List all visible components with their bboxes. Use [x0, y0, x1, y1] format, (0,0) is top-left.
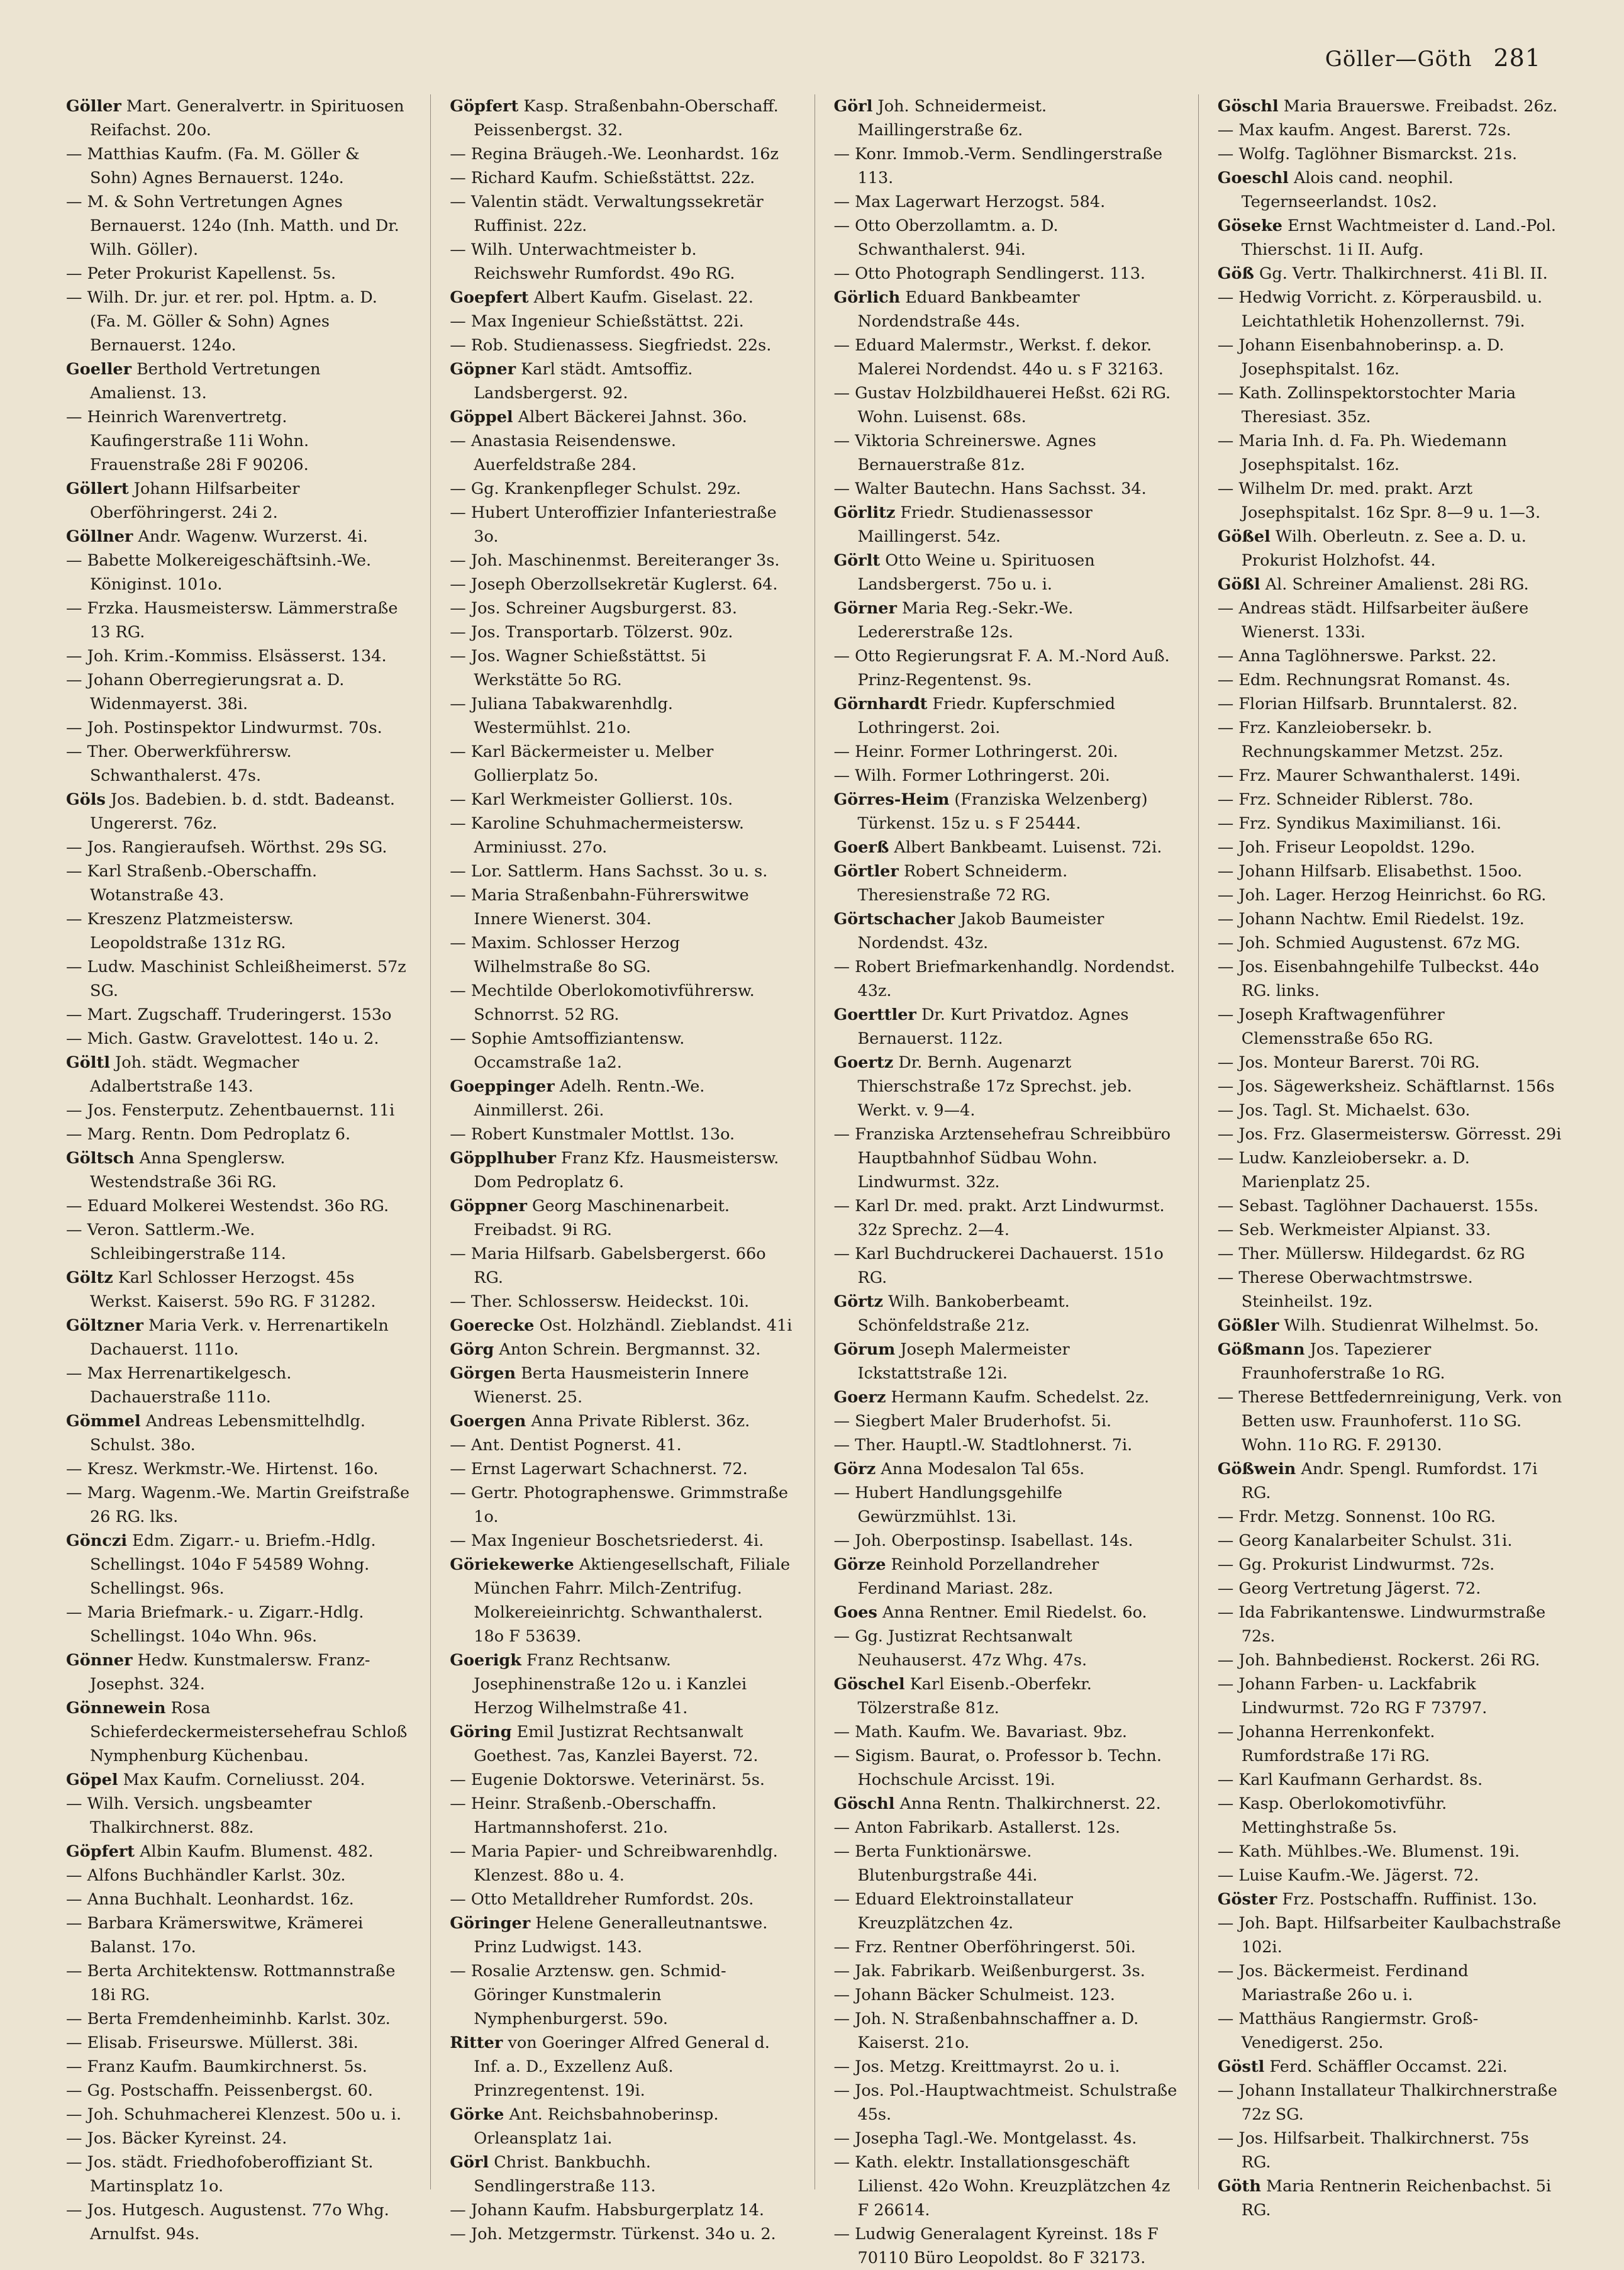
directory-entry: — Joh. N. Straßenbahnschaffner a. D. Kaiserst. 21o. [833, 2010, 1139, 2052]
surname: Görze [833, 1555, 886, 1574]
surname: Goerttler [833, 1005, 916, 1024]
directory-entry: Göster Frz. Postschaffn. Ruffinist. 13o. [1217, 1890, 1538, 1909]
directory-entry: — Barbara Krämerswitwe, Krämerei Balanst. 17o. [66, 1914, 364, 1957]
directory-entry: Görl Joh. Schneidermeist. Maillingerstraße 6z. [833, 97, 1047, 140]
directory-entry: — Otto Metalldreher Rumfordst. 20s. [450, 1890, 754, 1909]
surname: Görtler [833, 862, 899, 881]
directory-entry: Görlich Eduard Bankbeamter Nordendstraße 44s. [833, 288, 1080, 331]
surname: Göschl [833, 1794, 895, 1813]
directory-entry: Göltl Joh. städt. Wegmacher Adalbertstraße 143. [66, 1053, 299, 1096]
directory-entry: — Frz. Rentner Oberföhringerst. 50i. [833, 1938, 1136, 1957]
directory-entry: Görgen Berta Hausmeisterin Innere Wienerst. 25. [450, 1364, 749, 1407]
directory-entry: — Kath. Zollinspektorstochter Maria Theresiast. 35z. [1217, 384, 1516, 427]
directory-entry: — Gg. Prokurist Lindwurmst. 72s. [1217, 1555, 1495, 1574]
directory-entry: — Edm. Rechnungsrat Romanst. 4s. [1217, 671, 1511, 690]
directory-entry: — Karoline Schuhmachermeistersw. Arminiusst. 27o. [450, 814, 745, 857]
directory-entry: Goerigk Franz Rechtsanw. Josephinenstraße 12o u. i Kanzlei Herzog Wilhelmstraße 41. [450, 1651, 747, 1718]
surname: Goergen [450, 1412, 526, 1431]
surname: Göriekewerke [450, 1555, 574, 1574]
directory-entry: Gönner Hedw. Kunstmalersw. Franz-Josephst. 324. [66, 1651, 370, 1694]
column-4 [1217, 94, 1563, 2220]
directory-entry: — Johann Oberregierungsrat a. D. Widenmayerst. 38i. [66, 671, 345, 713]
directory-entry: Gößler Wilh. Studienrat Wilhelmst. 5o. [1217, 1316, 1539, 1335]
surname: Görgen [450, 1364, 516, 1383]
directory-entry: — Jos. Pol.-Hauptwachtmeist. Schulstraße 45s. [833, 2081, 1177, 2124]
directory-entry: — Joseph Kraftwagenführer Clemensstraße 65o RG. [1217, 1005, 1445, 1048]
surname: Göllner [66, 527, 133, 546]
directory-entry: — Gg. Justizrat Rechtsanwalt Neuhauserst. 47z Whg. 47s. [833, 1627, 1087, 1670]
directory-entry: — Jos. Hilfsarbeit. Thalkirchnerst. 75s RG. [1217, 2129, 1529, 2172]
directory-entry: — Kath. Mühlbes.-We. Blumenst. 19i. [1217, 1842, 1520, 1861]
directory-entry: Goerß Albert Bankbeamt. Luisenst. 72i. [833, 838, 1162, 857]
directory-entry: — Joh. Bapt. Hilfsarbeiter Kaulbachstraße 102i. [1217, 1914, 1561, 1957]
column-1 [66, 94, 411, 2244]
directory-entry: — Frzka. Hausmeistersw. Lämmerstraße 13 RG. [66, 599, 398, 642]
directory-entry: — Wilh. Dr. jur. et rer. pol. Hptm. a. D. (Fa. M. Göller & Sohn) Agnes Bernauerst. 124o. [66, 288, 377, 355]
directory-entry: Göß Gg. Vertr. Thalkirchnerst. 41i Bl. II. [1217, 264, 1548, 283]
directory-entry: — Kresz. Werkmstr.-We. Hirtenst. 16o. [66, 1460, 379, 1479]
surname: Görl [833, 97, 873, 116]
directory-entry: — Joh. Friseur Leopoldst. 129o. [1217, 838, 1476, 857]
directory-entry: — Rosalie Arztensw. gen. Schmid-Göringer Kunstmalerin Nymphenburgerst. 59o. [450, 1962, 726, 2028]
directory-entry: — Marg. Wagenm.-We. Martin Greifstraße 26 RG. lks. [66, 1484, 410, 1526]
directory-entry: — Heinr. Straßenb.-Oberschaffn. Hartmannshoferst. 21o. [450, 1794, 717, 1837]
directory-entry: Görlitz Friedr. Studienassessor Maillingerst. 54z. [833, 503, 1093, 546]
directory-entry: — Maria Hilfsarb. Gabelsbergerst. 66o RG. [450, 1244, 766, 1287]
directory-entry: Goerz Hermann Kaufm. Schedelst. 2z. [833, 1388, 1150, 1407]
directory-entry: — Wolfg. Taglöhner Bismarckst. 21s. [1217, 145, 1518, 164]
directory-entry: — Georg Vertretung Jägerst. 72. [1217, 1579, 1481, 1598]
directory-entry: Goeppinger Adelh. Rentn.-We. Ainmillerst. 26i. [450, 1077, 705, 1120]
directory-entry: — Johann Eisenbahnoberinsp. a. D. Josephspitalst. 16z. [1217, 336, 1504, 379]
directory-entry: — Eugenie Doktorswe. Veterinärst. 5s. [450, 1770, 765, 1789]
surname: Görlich [833, 288, 901, 307]
surname: Göppner [450, 1197, 527, 1216]
directory-entry: — Johann Kaufm. Habsburgerplatz 14. [450, 2201, 764, 2220]
surname: Görtz [833, 1292, 883, 1311]
directory-entry: — Max Ingenieur Schießstättst. 22i. [450, 312, 744, 331]
directory-entry: Goerecke Ost. Holzhändl. Zieblandst. 41i [450, 1316, 793, 1335]
directory-entry: Goerttler Dr. Kurt Privatdoz. Agnes Bernauerst. 112z. [833, 1005, 1129, 1048]
directory-entry: — Ther. Müllersw. Hildegardst. 6z RG [1217, 1244, 1525, 1263]
directory-entry: — Johann Installateur Thalkirchnerstraße 72z SG. [1217, 2081, 1557, 2124]
directory-entry: — Berta Architektensw. Rottmannstraße 18i RG. [66, 1962, 396, 2004]
surname: Göschl [1217, 97, 1279, 116]
directory-entry: — Maria Briefmark.- u. Zigarr.-Hdlg. Schellingst. 104o Whn. 96s. [66, 1603, 364, 1646]
directory-entry: Göpplhuber Franz Kfz. Hausmeistersw. Dom Pedroplatz 6. [450, 1149, 779, 1192]
surname: Goerecke [450, 1316, 535, 1335]
directory-entry: — Luise Kaufm.-We. Jägerst. 72. [1217, 1866, 1479, 1885]
directory-entry: — Gertr. Photographenswe. Grimmstraße 1o. [450, 1484, 789, 1526]
directory-entry: — Kreszenz Platzmeistersw. Leopoldstraße 131z RG. [66, 910, 294, 953]
surname: Goeschl [1217, 169, 1289, 187]
directory-entry: — Robert Kunstmaler Mottlst. 13o. [450, 1125, 735, 1144]
directory-entry: — Joh. Bahnbediенst. Rockerst. 26i RG. [1217, 1651, 1540, 1670]
surname: Goepfert [450, 288, 529, 307]
directory-entry: — Joh. Postinspektor Lindwurmst. 70s. [66, 718, 382, 737]
surname: Gößmann [1217, 1340, 1305, 1359]
directory-entry: — Sophie Amtsoffiziantensw. Occamstraße 1a2. [450, 1029, 685, 1072]
directory-entry: — Joh. Oberpostinsp. Isabellast. 14s. [833, 1531, 1133, 1550]
directory-entry: — Hedwig Vorricht. z. Körperausbild. u. Leichtathletik Hohenzollernst. 79i. [1217, 288, 1543, 331]
directory-entry: — Peter Prokurist Kapellenst. 5s. [66, 264, 336, 283]
surname: Göpfert [450, 97, 519, 116]
directory-entry: — Jos. Bäcker Kyreinst. 24. [66, 2129, 287, 2148]
directory-entry: — Ludwig Generalagent Kyreinst. 18s F 70110 Büro Leopoldst. 8o F 32173. [833, 2225, 1159, 2267]
directory-entry: — Joh. Maschinenmst. Bereiteranger 3s. [450, 551, 780, 570]
directory-entry: — Jos. Monteur Barerst. 70i RG. [1217, 1053, 1480, 1072]
directory-entry: — Johanna Herrenkonfekt. Rumfordstraße 17i RG. [1217, 1723, 1435, 1765]
surname: Göltl [66, 1053, 110, 1072]
surname: Goes [833, 1603, 877, 1622]
directory-entry: Göpfert Kasp. Straßenbahn-Oberschaff. Peissenbergst. 32. [450, 97, 779, 140]
directory-entry: — Anna Taglöhnerswe. Parkst. 22. [1217, 647, 1497, 666]
surname: Goerigk [450, 1651, 521, 1670]
directory-entry: Gömmel Andreas Lebensmittelhdlg. Schulst. 38o. [66, 1412, 365, 1455]
directory-entry: — Richard Kaufm. Schießstättst. 22z. [450, 169, 755, 187]
directory-entry: — Joseph Oberzollsekretär Kuglerst. 64. [450, 575, 778, 594]
surname: Göltsch [66, 1149, 135, 1168]
directory-entry: — Jos. Bäckermeist. Ferdinand Mariastraße 26o u. i. [1217, 1962, 1469, 2004]
directory-entry: Goepfert Albert Kaufm. Giselast. 22. [450, 288, 754, 307]
directory-entry: Göringer Helene Generalleutnantswe. Prinz Ludwigst. 143. [450, 1914, 768, 1957]
directory-entry: — Johann Farben- u. Lackfabrik Lindwurmst. 72o RG F 73797. [1217, 1675, 1488, 1718]
directory-entry: Görtschacher Jakob Baumeister Nordendst. 43z. [833, 910, 1104, 953]
surname: Görz [833, 1460, 876, 1479]
directory-entry: — Therese Bettfedernreinigung, Verk. von Betten usw. Fraunhoferst. 11o SG. Wohn. 11o RG. F. 29130. [1217, 1388, 1562, 1455]
directory-entry: — Jos. Rangieraufseh. Wörthst. 29s SG. [66, 838, 387, 857]
directory-entry: Görlt Otto Weine u. Spirituosen Landsbergerst. 75o u. i. [833, 551, 1095, 594]
column-divider [430, 94, 431, 2189]
directory-entry: — Jos. Eisenbahngehilfe Tulbeckst. 44o RG. links. [1217, 958, 1539, 1000]
surname: Ritter [450, 2033, 503, 2052]
surname: Göpfert [66, 1842, 135, 1861]
directory-entry: — Sebast. Taglöhner Dachauerst. 155s. [1217, 1197, 1538, 1216]
directory-entry: Görner Maria Reg.-Sekr.-We. Ledererstraße 12s. [833, 599, 1074, 642]
directory-entry: Gößl Al. Schreiner Amalienst. 28i RG. [1217, 575, 1529, 594]
directory-entry: — Jos. Sägewerksheiz. Schäftlarnst. 156s [1217, 1077, 1555, 1096]
directory-entry: — Lor. Sattlerm. Hans Sachsst. 3o u. s. [450, 862, 768, 881]
directory-entry: — Jak. Fabrikarb. Weißenburgerst. 3s. [833, 1962, 1145, 1981]
directory-entry: — Anton Fabrikarb. Astallerst. 12s. [833, 1818, 1121, 1837]
directory-entry: — Eduard Malermstr., Werkst. f. dekor. Malerei Nordendst. 44o u. s F 32163. [833, 336, 1164, 379]
directory-entry: — Karl Buchdruckerei Dachauerst. 151o RG. [833, 1244, 1164, 1287]
directory-entry: — Juliana Tabakwarenhdlg. Westermühlst. 21o. [450, 695, 674, 737]
directory-entry: — Hubert Unteroffizier Infanteriestraße 3o. [450, 503, 777, 546]
directory-entry: Görke Ant. Reichsbahnoberinsp. Orleansplatz 1ai. [450, 2105, 719, 2148]
directory-entry: — Ther. Oberwerkführersw. Schwanthalerst. 47s. [66, 742, 292, 785]
directory-entry: Görg Anton Schrein. Bergmannst. 32. [450, 1340, 761, 1359]
directory-entry: — Gg. Krankenpfleger Schulst. 29z. [450, 479, 742, 498]
directory-entry: — Seb. Werkmeister Alpianst. 33. [1217, 1221, 1491, 1239]
column-divider [1198, 94, 1199, 2189]
directory-entry: Göppner Georg Maschinenarbeit. Freibadst. 9i RG. [450, 1197, 730, 1239]
directory-entry: — Alfons Buchhändler Karlst. 30z. [66, 1866, 346, 1885]
directory-entry: — Hubert Handlungsgehilfe Gewürzmühlst. 13i. [833, 1484, 1062, 1526]
surname: Göster [1217, 1890, 1277, 1909]
directory-entry: Göller Mart. Generalvertr. in Spirituosen Reifachst. 20o. [66, 97, 404, 140]
directory-entry: Göpfert Albin Kaufm. Blumenst. 482. [66, 1842, 374, 1861]
directory-entry: Göring Emil Justizrat Rechtsanwalt Goethest. 7as, Kanzlei Bayerst. 72. [450, 1723, 759, 1765]
directory-entry: Göschel Karl Eisenb.-Oberfekr. Tölzerstraße 81z. [833, 1675, 1092, 1718]
surname: Görnhardt [833, 695, 928, 713]
directory-entry: — Karl Bäckermeister u. Melber Gollierplatz 5o. [450, 742, 714, 785]
surname: Göppel [450, 408, 513, 427]
directory-entry: — Babette Molkereigeschäftsinh.-We. Königinst. 101o. [66, 551, 372, 594]
directory-entry: — Maria Papier- und Schreibwarenhdlg. Klenzest. 88o u. 4. [450, 1842, 778, 1885]
surname: Göstl [1217, 2057, 1265, 2076]
directory-entry: — Karl Straßenb.-Oberschaffn. Wotanstraße 43. [66, 862, 318, 905]
surname: Göß [1217, 264, 1254, 283]
directory-entry: — Matthäus Rangiermstr. Groß-Venedigerst. 25o. [1217, 2010, 1479, 2052]
surname: Göpner [450, 360, 516, 379]
page-header [1325, 44, 1541, 72]
directory-entry: — Gg. Postschaffn. Peissenbergst. 60. [66, 2081, 374, 2100]
directory-entry: Göltsch Anna Spenglersw. Westendstraße 36i RG. [66, 1149, 286, 1192]
directory-entry: — Ther. Hauptl.-W. Stadtlohnerst. 7i. [833, 1436, 1133, 1455]
surname: Göllert [66, 479, 129, 498]
directory-entry: — Gustav Holzbildhauerei Heßst. 62i RG. Wohn. Luisenst. 68s. [833, 384, 1171, 427]
column-2 [450, 94, 795, 2244]
directory-entry: — Frz. Kanzleiobersekr. b. Rechnungskammer Metzst. 25z. [1217, 718, 1504, 761]
directory-columns [66, 94, 1563, 2267]
directory-entry: — Andreas städt. Hilfsarbeiter äußere Wienerst. 133i. [1217, 599, 1529, 642]
directory-entry: — Eduard Elektroinstallateur Kreuzplätzchen 4z. [833, 1890, 1073, 1933]
surname: Goertz [833, 1053, 894, 1072]
directory-entry: — Heinrich Warenvertretg. Kaufingerstraße 11i Wohn. Frauenstraße 28i F 90206. [66, 408, 309, 474]
directory-entry: — Otto Oberzollamtm. a. D. Schwanthalerst. 94i. [833, 216, 1059, 259]
surname: Goerß [833, 838, 889, 857]
directory-entry: — Heinr. Former Lothringerst. 20i. [833, 742, 1118, 761]
directory-entry: — Jos. Tagl. St. Michaelst. 63o. [1217, 1101, 1471, 1120]
directory-entry: — Maria Inh. d. Fa. Ph. Wiedemann Josephspitalst. 16z. [1217, 432, 1507, 474]
directory-entry: — Matthias Kaufm. (Fa. M. Göller & Sohn) Agnes Bernauerst. 124o. [66, 145, 360, 187]
surname: Görtschacher [833, 910, 955, 929]
surname: Görner [833, 599, 897, 618]
surname: Gönnewein [66, 1699, 166, 1718]
surname: Gößl [1217, 575, 1260, 594]
surname: Gößler [1217, 1316, 1279, 1335]
directory-entry: — Robert Briefmarkenhandlg. Nordendst. 43z. [833, 958, 1176, 1000]
directory-entry: Göschl Maria Brauerswe. Freibadst. 26z. [1217, 97, 1558, 116]
surname: Gömmel [66, 1412, 141, 1431]
surname: Göpel [66, 1770, 118, 1789]
directory-entry: Goertz Dr. Bernh. Augenarzt Thierschstraße 17z Sprechst. jeb. Werkt. v. 9—4. [833, 1053, 1132, 1120]
directory-entry: — Jos. Transportarb. Tölzerst. 90z. [450, 623, 733, 642]
directory-entry: — Franziska Arztensehefrau Schreibbüro Hauptbahnhof Südbau Wohn. Lindwurmst. 32z. [833, 1125, 1171, 1192]
surname: Goeller [66, 360, 132, 379]
directory-entry: Goeschl Alois cand. neophil. Tegernseerlandst. 10s2. [1217, 169, 1454, 211]
directory-entry: — Elisab. Friseurswe. Müllerst. 38i. [66, 2033, 359, 2052]
directory-entry: — Otto Regierungsrat F. A. M.-Nord Auß. Prinz-Regentenst. 9s. [833, 647, 1170, 690]
surname: Görum [833, 1340, 896, 1359]
directory-entry: — Johann Nachtw. Emil Riedelst. 19z. [1217, 910, 1525, 929]
surname: Göring [450, 1723, 512, 1742]
directory-entry: — Sigism. Baurat, o. Professor b. Techn. Hochschule Arcisst. 19i. [833, 1747, 1162, 1789]
directory-entry: Görres-Heim (Franziska Welzenberg) Türkenst. 15z u. s F 25444. [833, 790, 1148, 833]
directory-entry: Göltzner Maria Verk. v. Herrenartikeln Dachauerst. 111o. [66, 1316, 389, 1359]
directory-entry: — Otto Photograph Sendlingerst. 113. [833, 264, 1146, 283]
surname: Gönner [66, 1651, 133, 1670]
directory-entry: Gößwein Andr. Spengl. Rumfordst. 17i RG. [1217, 1460, 1538, 1502]
directory-entry: Göppel Albert Bäckerei Jahnst. 36o. [450, 408, 747, 427]
directory-entry: — Frz. Maurer Schwanthalerst. 149i. [1217, 766, 1521, 785]
directory-entry: Görze Reinhold Porzellandreher Ferdinand Mariast. 28z. [833, 1555, 1099, 1598]
surname: Göller [66, 97, 121, 116]
directory-entry: — Regina Bräugeh.-We. Leonhardst. 16z [450, 145, 779, 164]
directory-entry: — Karl Dr. med. prakt. Arzt Lindwurmst. 32z Sprechz. 2—4. [833, 1197, 1165, 1239]
directory-entry: — Wilh. Versich. ungsbeamter Thalkirchnerst. 88z. [66, 1794, 312, 1837]
directory-entry: — Therese Oberwachtmstrswe. Steinheilst. 19z. [1217, 1268, 1473, 1311]
directory-entry: — Jos. Fensterputz. Zehentbauernst. 11i [66, 1101, 395, 1120]
directory-entry: Gößel Wilh. Oberleutn. z. See a. D. u. Prokurist Holzhofst. 44. [1217, 527, 1527, 570]
surname: Görke [450, 2105, 504, 2124]
surname: Göth [1217, 2177, 1261, 2196]
directory-entry: — Ther. Schlossersw. Heideckst. 10i. [450, 1292, 750, 1311]
directory-entry: — Mechtilde Oberlokomotivführersw. Schnorrst. 52 RG. [450, 981, 755, 1024]
directory-entry: — Max Lagerwart Herzogst. 584. [833, 193, 1106, 211]
directory-entry: — Frz. Syndikus Maximilianst. 16i. [1217, 814, 1502, 833]
directory-entry: — M. & Sohn Vertretungen Agnes Bernauerst. 124o (Inh. Matth. und Dr. Wilh. Göller). [66, 193, 399, 259]
directory-entry: — Joh. Lager. Herzog Heinrichst. 6o RG. [1217, 886, 1547, 905]
directory-entry: — Jos. Wagner Schießstättst. 5i Werkstätte 5o RG. [450, 647, 706, 690]
directory-entry: — Maria Straßenbahn-Führerswitwe Innere Wienerst. 304. [450, 886, 749, 929]
directory-entry: — Ernst Lagerwart Schachnerst. 72. [450, 1460, 748, 1479]
surname: Gönczi [66, 1531, 128, 1550]
page-number: 281 [1493, 44, 1541, 72]
directory-entry: — Valentin städt. Verwaltungssekretär Ruffinist. 22z. [450, 193, 764, 235]
directory-entry: — Konr. Immob.-Verm. Sendlingerstraße 113. [833, 145, 1163, 187]
directory-entry: Goeller Berthold Vertretungen Amalienst. 13. [66, 360, 321, 403]
directory-entry: — Frdr. Metzg. Sonnenst. 10o RG. [1217, 1507, 1496, 1526]
surname: Göseke [1217, 216, 1283, 235]
directory-entry: — Jos. Hutgesch. Augustenst. 77o Whg. Arnulfst. 94s. [66, 2201, 389, 2244]
surname: Görlt [833, 551, 881, 570]
running-head: Göller—Göth [1325, 47, 1472, 72]
directory-entry: Görnhardt Friedr. Kupferschmied Lothringerst. 2oi. [833, 695, 1116, 737]
directory-entry: Göltz Karl Schlosser Herzogst. 45s Werkst. Kaiserst. 59o RG. F 31282. [66, 1268, 376, 1311]
directory-entry: — Walter Bautechn. Hans Sachsst. 34. [833, 479, 1147, 498]
directory-entry: Göriekewerke Aktiengesellschaft, Filiale München Fahrr. Milch-Zentrifug. Molkereieinrichtg. Schwanthalerst. 18o F 53639. [450, 1555, 791, 1646]
directory-entry: Görz Anna Modesalon Tal 65s. [833, 1460, 1085, 1479]
surname: Göringer [450, 1914, 531, 1933]
directory-entry: Göllert Johann Hilfsarbeiter Oberföhringerst. 24i 2. [66, 479, 300, 522]
directory-entry: Göpner Karl städt. Amtsoffiz. Landsbergerst. 92. [450, 360, 693, 403]
directory-entry: — Math. Kaufm. We. Bavariast. 9bz. [833, 1723, 1127, 1742]
directory-entry: — Ant. Dentist Pognerst. 41. [450, 1436, 682, 1455]
directory-entry: — Jos. städt. Friedhofoberoffiziant St. Martinsplatz 1o. [66, 2153, 374, 2196]
directory-entry: — Anastasia Reisendenswe. Auerfeldstraße 284. [450, 432, 676, 474]
directory-entry: Goergen Anna Private Riblerst. 36z. [450, 1412, 750, 1431]
directory-entry: — Jos. Metzg. Kreittmayrst. 2o u. i. [833, 2057, 1120, 2076]
directory-entry: — Berta Funktionärswe. Blutenburgstraße 44i. [833, 1842, 1038, 1885]
directory-entry: — Joh. Krim.-Kommiss. Elsässerst. 134. [66, 647, 387, 666]
surname: Görg [450, 1340, 494, 1359]
directory-entry: — Mart. Zugschaff. Truderingerst. 153o [66, 1005, 392, 1024]
directory-entry: — Karl Kaufmann Gerhardst. 8s. [1217, 1770, 1483, 1789]
directory-entry: Görum Joseph Malermeister Ickstattstraße 12i. [833, 1340, 1070, 1383]
directory-entry: — Josepha Tagl.-We. Montgelasst. 4s. [833, 2129, 1137, 2148]
directory-entry: — Rob. Studienassess. Siegfriedst. 22s. [450, 336, 772, 355]
directory-entry: Ritter von Goeringer Alfred General d. Inf. a. D., Exzellenz Auß. Prinzregentenst. 19i. [450, 2033, 770, 2100]
directory-entry: — Kasp. Oberlokomotivführ. Mettinghstraße 5s. [1217, 1794, 1447, 1837]
directory-entry: — Jos. Schreiner Augsburgerst. 83. [450, 599, 738, 618]
surname: Göls [66, 790, 106, 809]
surname: Göltzner [66, 1316, 143, 1335]
surname: Goerz [833, 1388, 886, 1407]
directory-entry: — Johann Bäcker Schulmeist. 123. [833, 1986, 1115, 2004]
directory-entry: Göseke Ernst Wachtmeister d. Land.-Pol. Thierschst. 1i II. Aufg. [1217, 216, 1556, 259]
surname: Görlitz [833, 503, 896, 522]
directory-entry: — Joh. Schuhmacherei Klenzest. 50o u. i. [66, 2105, 402, 2124]
directory-entry: Göschl Anna Rentn. Thalkirchnerst. 22. [833, 1794, 1161, 1813]
directory-entry: — Ludw. Kanzleiobersekr. a. D. Marienplatz 25. [1217, 1149, 1470, 1192]
directory-entry: — Mich. Gastw. Gravelottest. 14o u. 2. [66, 1029, 379, 1048]
directory-entry: Görtler Robert Schneiderm. Theresienstraße 72 RG. [833, 862, 1068, 905]
directory-entry: — Eduard Molkerei Westendst. 36o RG. [66, 1197, 389, 1216]
directory-entry: Goes Anna Rentner. Emil Riedelst. 6o. [833, 1603, 1147, 1622]
directory-entry: — Ludw. Maschinist Schleißheimerst. 57z SG. [66, 958, 406, 1000]
directory-entry: Göth Maria Rentnerin Reichenbachst. 5i RG. [1217, 2177, 1552, 2220]
directory-entry: Görl Christ. Bankbuchh. Sendlingerstraße 113. [450, 2153, 656, 2196]
directory-entry: — Franz Kaufm. Baumkirchnerst. 5s. [66, 2057, 367, 2076]
directory-entry: Göls Jos. Badebien. b. d. stdt. Badeanst. Ungererst. 76z. [66, 790, 395, 833]
directory-entry: — Karl Werkmeister Gollierst. 10s. [450, 790, 733, 809]
directory-entry: — Wilh. Unterwachtmeister b. Reichswehr Rumfordst. 49o RG. [450, 240, 735, 283]
directory-entry: — Wilhelm Dr. med. prakt. Arzt Josephspitalst. 16z Spr. 8—9 u. 1—3. [1217, 479, 1541, 522]
directory-entry: — Viktoria Schreinerswe. Agnes Bernauerstraße 81z. [833, 432, 1096, 474]
surname: Gößwein [1217, 1460, 1296, 1479]
directory-entry: — Kath. elektr. Installationsgeschäft Lilienst. 42o Wohn. Kreuzplätzchen 4z F 26614. [833, 2153, 1171, 2220]
surname: Görres-Heim [833, 790, 950, 809]
surname: Göltz [66, 1268, 113, 1287]
directory-entry: — Siegbert Maler Bruderhofst. 5i. [833, 1412, 1112, 1431]
surname: Gößel [1217, 527, 1271, 546]
directory-entry: — Marg. Rentn. Dom Pedroplatz 6. [66, 1125, 351, 1144]
directory-entry: — Max Ingenieur Boschetsriederst. 4i. [450, 1531, 764, 1550]
directory-entry: — Anna Buchhalt. Leonhardst. 16z. [66, 1890, 354, 1909]
column-3 [833, 94, 1179, 2267]
directory-entry: — Frz. Schneider Riblerst. 78o. [1217, 790, 1474, 809]
directory-entry: Göstl Ferd. Schäffler Occamst. 22i. [1217, 2057, 1508, 2076]
directory-entry: — Max Herrenartikelgesch. Dachauerstraße 111o. [66, 1364, 292, 1407]
surname: Göschel [833, 1675, 905, 1694]
directory-entry: — Johann Hilfsarb. Elisabethst. 15oo. [1217, 862, 1523, 881]
directory-entry: — Veron. Sattlerm.-We. Schleibingerstraße 114. [66, 1221, 286, 1263]
directory-entry: — Joh. Metzgermstr. Türkenst. 34o u. 2. [450, 2225, 776, 2244]
surname: Görl [450, 2153, 489, 2172]
directory-entry: — Joh. Schmied Augustenst. 67z MG. [1217, 934, 1521, 953]
directory-entry: — Berta Fremdenheiminhb. Karlst. 30z. [66, 2010, 391, 2028]
directory-entry: — Georg Kanalarbeiter Schulst. 31i. [1217, 1531, 1513, 1550]
directory-entry: Gönczi Edm. Zigarr.- u. Briefm.-Hdlg. Schellingst. 104o F 54589 Wohng. Schellingst. 96s. [66, 1531, 376, 1598]
directory-entry: Görtz Wilh. Bankoberbeamt. Schönfeldstraße 21z. [833, 1292, 1070, 1335]
directory-entry: Gößmann Jos. Tapezierer Fraunhoferstraße 1o RG. [1217, 1340, 1445, 1383]
directory-entry: — Max kaufm. Angest. Barerst. 72s. [1217, 121, 1511, 140]
surname: Goeppinger [450, 1077, 555, 1096]
directory-entry: — Ida Fabrikantenswe. Lindwurmstraße 72s. [1217, 1603, 1546, 1646]
directory-entry: Göllner Andr. Wagenw. Wurzerst. 4i. [66, 527, 368, 546]
directory-entry: — Wilh. Former Lothringerst. 20i. [833, 766, 1110, 785]
directory-entry: — Maxim. Schlosser Herzog Wilhelmstraße 8o SG. [450, 934, 680, 976]
directory-entry: Gönnewein Rosa Schieferdeckermeistersehefrau Schloß Nymphenburg Küchenbau. [66, 1699, 408, 1765]
surname: Göpplhuber [450, 1149, 556, 1168]
directory-entry: — Florian Hilfsarb. Brunntalerst. 82. [1217, 695, 1518, 713]
directory-entry: Göpel Max Kaufm. Corneliusst. 204. [66, 1770, 365, 1789]
directory-entry: — Jos. Frz. Glasermeistersw. Görresst. 29i [1217, 1125, 1562, 1144]
